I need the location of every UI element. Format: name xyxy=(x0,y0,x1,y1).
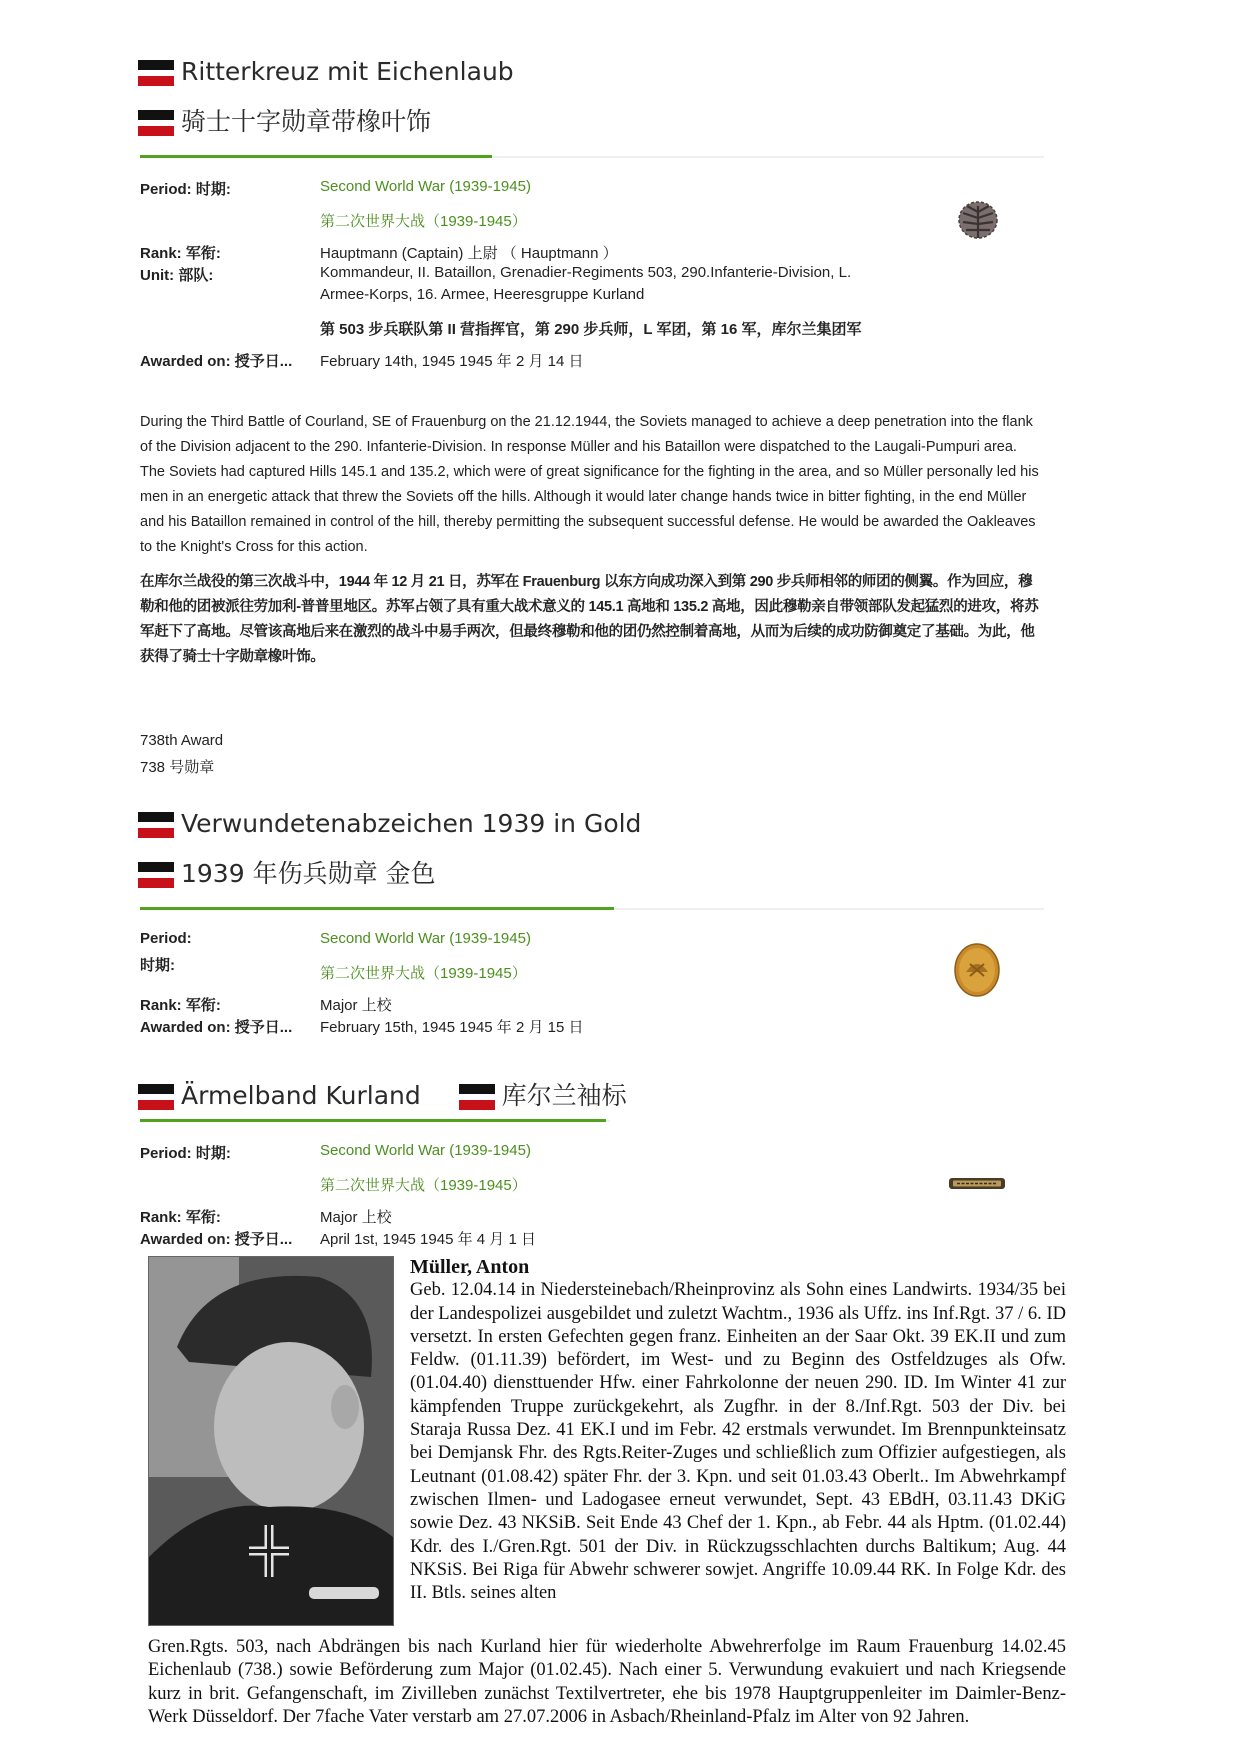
awarded-value: February 15th, 1945 1945 年 2 月 15 日 xyxy=(320,1019,584,1036)
period-value-zh: 第二次世界大战（1939-1945） xyxy=(320,965,527,982)
imperial-flag-icon xyxy=(138,862,174,888)
biography-text-full-width: Gren.Rgts. 503, nach Abdrängen bis nach Kurland hier für wiederholte Abwehrerfolge im Raum Frauenburg 14.02.45 Eichenlaub (738.) sowie Beförderung zum Major (01.02.45). Nach einer 5. Verwundung evakuiert und nach Kriegsende kurz in brit. Gefangenschaft, im Zivilleben zunächst Textilvertreter, ehe bis 1978 Hauptgruppenleiter im Daimler-Benz-Werk Düsseldorf. Der 7fache Vater verstarb am 27.07.2006 in Asbach/Rheinland-Pfalz im Alter von 92 Jahren. xyxy=(148,1637,1066,1727)
rank-value: Major 上校 xyxy=(320,1209,392,1226)
biography-text: Geb. 12.04.14 in Niedersteinebach/Rheinprovinz als Sohn eines Landwirts. 1934/35 bei der Landespolizei ausgebildet und zuletzt Wachtm., 1936 als Uffz. ins Inf.Rgt. 37 / 6. ID versetzt. In ersten Gefechten gegen franz. Einheiten an der Saar Okt. 39 EK.II und zum Feldw. (01.11.39) befördert, im West- und zu Beginn des Ostfeldzuges als Ofw. (01.04.40) diensttuender Hfw. einer Fahrkolonne der neuen 290. ID. Im Winter 41 zur kämpfenden Truppe zurückgekehrt, als Zugfhr. in der 8./Inf.Rgt. 503 der Div. bei Staraja Russa Dez. 41 EK.I und im Febr. 42 erstmals verwundet. Im Brennpunkteinsatz bei Demjansk Fhr. des Rgts.Reiter-Zuges und schließlich zum Offizier aufgestiegen, als Leutnant (01.08.42) später Fhr. der 3. Kpn. und seit 01.03.43 Oberlt.. Im Abwehrkampf zwischen Ilmen- und Ladogasee erneut verwundet, Sept. 43 EBdH, 03.11.43 DKiG sowie Dez. 43 NKSiB. Seit Ende 43 Chef der 1. Kpn., ab Febr. 44 als Hptm. (01.02.44) Kdr. des I./Gren.Rgt. 501 der Div. in Rückzugsschlachten durchs Baltikum; Aug. 44 NKSiS. Bei Riga für Abwehr schwerer sowjet. Angriffe 10.09.44 RK. In Folge Kdr. des II. Btls. seines alten xyxy=(410,1280,1066,1604)
portrait-photo xyxy=(148,1256,394,1626)
unit-label: Unit: 部队: xyxy=(140,267,214,284)
unit-value-zh: 第 503 步兵联队第 II 营指挥官，第 290 步兵师，L 军团，第 16 军，库尔兰集团军 xyxy=(320,321,862,338)
oakleaves-icon xyxy=(955,198,1001,242)
awarded-label: Awarded on: 授予日... xyxy=(140,353,293,370)
award-description-zh: 在库尔兰战役的第三次战斗中，1944 年 12 月 21 日，苏军在 Frauenburg 以东方向成功深入到第 290 步兵师相邻的师团的侧翼。作为回应，穆勒和他的团被派往劳加利-普普里地区。苏军占领了具有重大战术意义的 145.1 高地和 135.2 高地，因此穆勒亲自带领部队发起猛烈的进攻，将苏军赶下了高地。尽管该高地后来在激烈的战斗中易手两次，但最终穆勒和他的团仍然控制着高地，从而为后续的成功防御奠定了基础。为此，他获得了骑士十字勋章橡叶饰。 xyxy=(140,574,1039,665)
wound-badge-gold-icon xyxy=(952,942,1002,998)
imperial-flag-icon xyxy=(459,1084,495,1110)
rank-value: Major 上校 xyxy=(320,997,392,1014)
imperial-flag-icon xyxy=(138,1084,174,1110)
rank-label: Rank: 军衔: xyxy=(140,1209,221,1226)
award-2-title-zh: 1939 年伤兵勋章 金色 xyxy=(138,858,436,890)
rank-value: Hauptmann (Captain) 上尉 （ Hauptmann ） xyxy=(320,245,618,262)
awarded-label: Awarded on: 授予日... xyxy=(140,1019,293,1036)
period-value-zh: 第二次世界大战（1939-1945） xyxy=(320,213,527,230)
award-1-title-zh: 骑士十字勋章带橡叶饰 xyxy=(138,106,431,138)
imperial-flag-icon xyxy=(138,812,174,838)
awarded-value: April 1st, 1945 1945 年 4 月 1 日 xyxy=(320,1231,536,1248)
award-2-divider xyxy=(140,908,1044,910)
cuff-title-icon xyxy=(948,1176,1006,1192)
period-value-zh: 第二次世界大战（1939-1945） xyxy=(320,1177,527,1194)
period-value-en: Second World War (1939-1945) xyxy=(320,930,531,947)
biography-text-beside-photo xyxy=(410,1256,1066,1605)
unit-value-line2: Armee-Korps, 16. Armee, Heeresgruppe Kurland xyxy=(320,286,645,303)
rank-label: Rank: 军衔: xyxy=(140,245,221,262)
award-2-title-de: Verwundetenabzeichen 1939 in Gold xyxy=(138,808,641,840)
award-description-en: During the Third Battle of Courland, SE of Frauenburg on the 21.12.1944, the Soviets managed to achieve a deep penetration into the flank of the Division adjacent to the 290. Infanterie-Division. In response Müller and his Bataillon were dispatched to the Laugali-Pumpuri area. The Soviets had captured Hills 145.1 and 135.2, which were of great significance for the fighting in the area, and so Müller personally led his men in an energetic attack that threw the Soviets off the hills. Although it would later change hands twice in bitter fighting, in the end Müller and his Bataillon remained in control of the hill, thereby permitting the subsequent successful defense. He would be awarded the Oakleaves to the Knight's Cross for this action. xyxy=(140,414,1039,555)
period-value-en: Second World War (1939-1945) xyxy=(320,1142,531,1159)
awarded-label: Awarded on: 授予日... xyxy=(140,1231,293,1248)
award-1-title-de: Ritterkreuz mit Eichenlaub xyxy=(138,56,514,88)
imperial-flag-icon xyxy=(138,110,174,136)
unit-value-line1: Kommandeur, II. Bataillon, Grenadier-Regiments 503, 290.Infanterie-Division, L. xyxy=(320,264,852,281)
award-3-divider xyxy=(140,1120,610,1122)
biography-name: Müller, Anton xyxy=(410,1256,530,1278)
award-1-divider xyxy=(140,156,1044,158)
imperial-flag-icon xyxy=(138,60,174,86)
awarded-value: February 14th, 1945 1945 年 2 月 14 日 xyxy=(320,353,584,370)
period-label: Period: xyxy=(140,930,192,947)
period-label: Period: 时期: xyxy=(140,1145,231,1162)
award-3-title: Ärmelband Kurland 库尔兰袖标 xyxy=(138,1080,627,1112)
award-number-zh: 738 号勋章 xyxy=(140,759,215,776)
period-value-en: Second World War (1939-1945) xyxy=(320,178,531,195)
period-label: Period: 时期: xyxy=(140,181,231,198)
award-number-en: 738th Award xyxy=(140,732,224,749)
period-label-zh: 时期: xyxy=(140,957,175,974)
rank-label: Rank: 军衔: xyxy=(140,997,221,1014)
